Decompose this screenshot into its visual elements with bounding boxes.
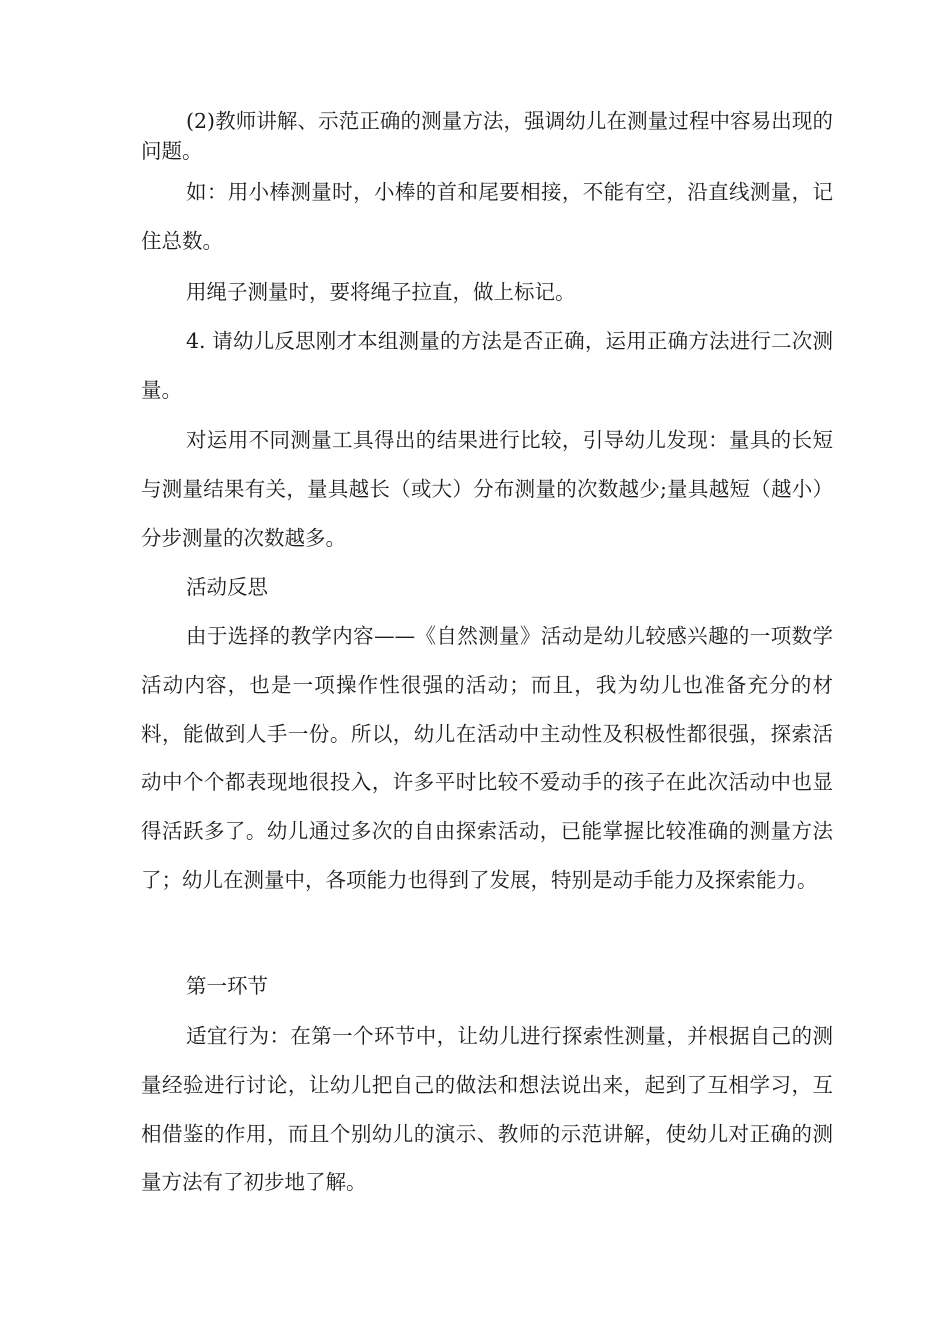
- paragraph-compare-results: 对运用不同测量工具得出的结果进行比较，引导幼儿发现：量具的长短与测量结果有关，量具越长（或大）分布测量的次数越少;量具越短（越小）分步测量的次数越多。: [141, 428, 833, 550]
- paragraph-rope-measure: 用绳子测量时，要将绳子拉直，做上标记。: [186, 280, 576, 304]
- heading-activity-reflection: 活动反思: [186, 575, 268, 599]
- paragraph-first-section-body: 适宜行为：在第一个环节中，让幼儿进行探索性测量，并根据自己的测量经验进行讨论，让幼儿把自己的做法和想法说出来，起到了互相学习，互相借鉴的作用，而且个别幼儿的演示、教师的示范讲解，使幼儿对正确的测量方法有了初步地了解。: [141, 1024, 833, 1195]
- paragraph-reflection-body: 由于选择的教学内容——《自然测量》活动是幼儿较感兴趣的一项数学活动内容，也是一项操作性很强的活动；而且，我为幼儿也准备充分的材料，能做到人手一份。所以，幼儿在活动中主动性及积极性都很强，探索活动中个个都表现地很投入，许多平时比较不爱动手的孩子在此次活动中也显得活跃多了。幼儿通过多次的自由探索活动，已能掌握比较准确的测量方法了；幼儿在测量中，各项能力也得到了发展，特别是动手能力及探索能力。: [141, 624, 833, 892]
- paragraph-reflect-remeasure: 4. 请幼儿反思刚才本组测量的方法是否正确，运用正确方法进行二次测量。: [141, 329, 833, 402]
- paragraph-stick-measure: 如：用小棒测量时，小棒的首和尾要相接，不能有空，沿直线测量，记住总数。: [141, 180, 833, 253]
- paragraph-teacher-demo: (2)教师讲解、示范正确的测量方法，强调幼儿在测量过程中容易出现的问题。: [141, 109, 833, 163]
- heading-first-section: 第一环节: [186, 974, 268, 998]
